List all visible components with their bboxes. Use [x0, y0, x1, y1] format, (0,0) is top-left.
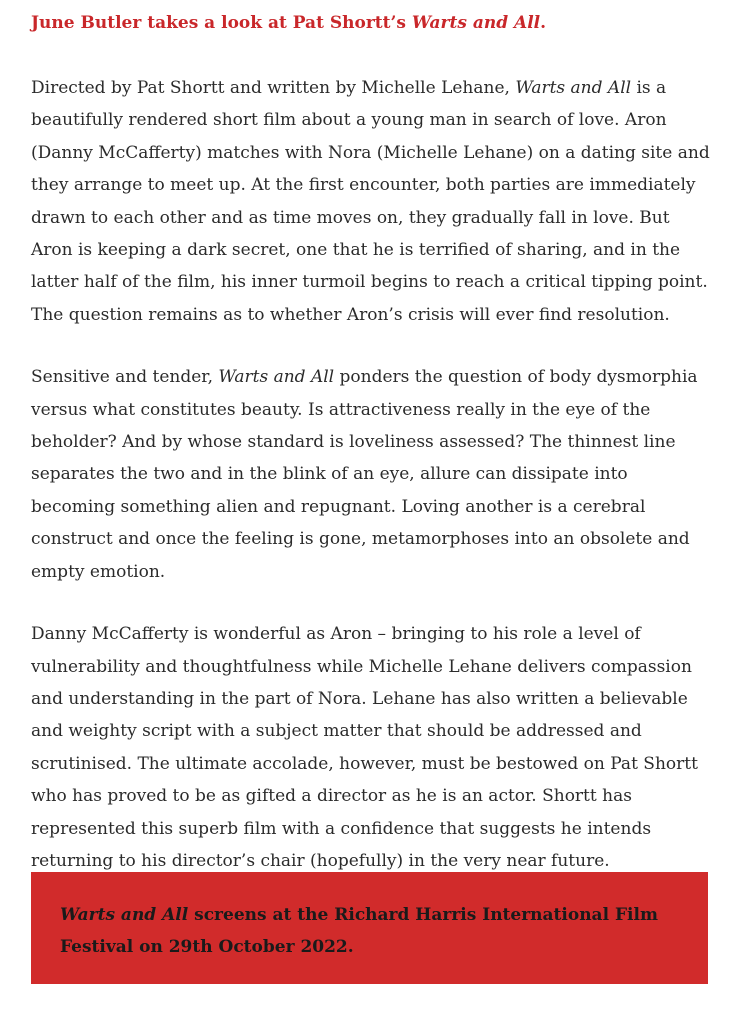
paragraph-2-text-b: ponders the question of body dysmorphia versus what constitutes beauty. Is attractiveness really in the eye of the beholder? And by whose standard is loveliness assessed? The thinnest line separates the two and in the blink of an eye, allure can dissipate into becoming something alien and repugnant. Loving another is a cerebral construct and once the feeling is gone, metamorphoses into an obsolete and empty emotion. [31, 367, 698, 582]
paragraph-1-film-title: Warts and All [515, 78, 632, 98]
intro-byline: June Butler takes a look at Pat Shortt’s [31, 13, 412, 33]
paragraph-2-text-a: Sensitive and tender, [31, 367, 219, 388]
review-paragraph-3: Danny McCafferty is wonderful as Aron – bringing to his role a level of vulnerability and thoughtfulness while Michelle Lehane delivers compassion and understanding in the part of Nora. Lehane has also written a believable and weighty script with a subject matter that should be addressed and scrutinised. The ultimate accolade, however, must be bestowed on Pat Shortt who has proved to be as gifted a director as he is an actor. Shortt has represented this superb film with a confidence that suggests he intends returning to his director’s chair (hopefully) in the very near future. [31, 624, 698, 871]
banner-text: screens at the Richard Harris International Film Festival on 29th October 2022. [60, 905, 658, 957]
article-body [31, 0, 713, 877]
screening-banner [31, 872, 708, 984]
article-intro [31, 0, 713, 36]
review-paragraph-1 [31, 72, 713, 331]
paragraph-2-film-title: Warts and All [218, 367, 335, 388]
review-paragraph-2 [31, 361, 713, 588]
banner-film-title: Warts and All [60, 905, 189, 925]
intro-film-title: Warts and All [411, 13, 541, 33]
intro-period: . [540, 13, 547, 33]
paragraph-1-text-a: Directed by Pat Shortt and written by Michelle Lehane, [31, 78, 516, 98]
paragraph-1-text-b: is a beautifully rendered short film about a young man in search of love. Aron (Danny McCafferty) matches with Nora (Michelle Lehane) on a dating site and they arrange to meet up. At the first encounter, both parties are immediately drawn to each other and as time moves on, they gradually fall in love. But Aron is keeping a dark secret, one that he is terrified of sharing, and in the latter half of the film, his inner turmoil begins to reach a critical tipping point. The question remains as to whether Aron’s crisis will ever find resolution. [31, 78, 710, 325]
screening-notice [60, 899, 680, 963]
